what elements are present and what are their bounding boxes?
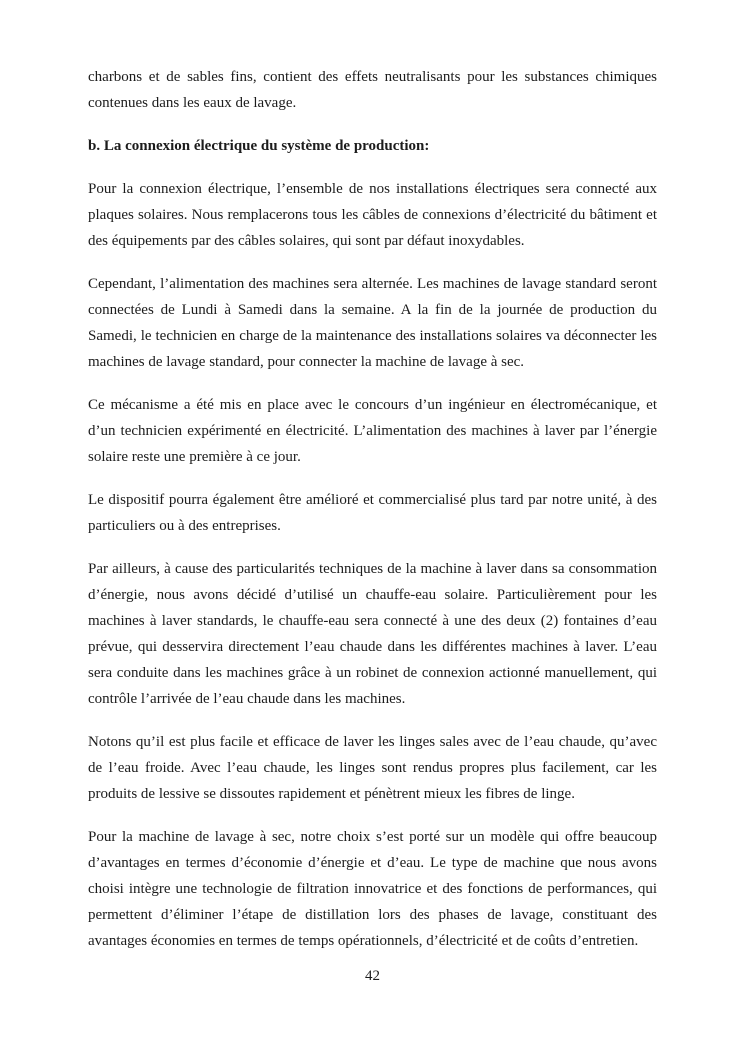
body-paragraph: Pour la machine de lavage à sec, notre choix s’est porté sur un modèle qui offre beaucoup d’avantages en termes d’économie d’énergie et d’eau. Le type de machine que nous avons choisi intègre une technologie de filtration innovatrice et des fonctions de performances, qui permettent d’éliminer l’étape de distillation lors des phases de lavage, constituant des avantages économies en termes de temps opérationnels, d’électricité et de coûts d’entretien. (88, 829, 657, 949)
page-footer (0, 966, 745, 986)
page-number: 42 (365, 968, 380, 984)
body-paragraph: Cependant, l’alimentation des machines sera alternée. Les machines de lavage standard seront connectées de Lundi à Samedi dans la semaine. A la fin de la journée de production du Samedi, le technicien en charge de la maintenance des installations solaires va déconnecter les machines de lavage standard, pour connecter la machine de lavage à sec. (88, 276, 657, 370)
body-paragraph: Le dispositif pourra également être amélioré et commercialisé plus tard par notre unité, à des particuliers ou à des entreprises. (88, 492, 657, 534)
document-body (88, 64, 657, 954)
body-paragraph: Pour la connexion électrique, l’ensemble de nos installations électriques sera connecté aux plaques solaires. Nous remplacerons tous les câbles de connexions d’électricité du bâtiment et des équipements par des câbles solaires, qui sont par défaut inoxydables. (88, 181, 657, 249)
body-paragraph: Ce mécanisme a été mis en place avec le concours d’un ingénieur en électromécanique, et d’un technicien expérimenté en électricité. L’alimentation des machines à laver par l’énergie solaire reste une première à ce jour. (88, 397, 657, 465)
body-paragraph: Par ailleurs, à cause des particularités techniques de la machine à laver dans sa consommation d’énergie, nous avons décidé d’utilisé un chauffe-eau solaire. Particulièrement pour les machines à laver standards, le chauffe-eau sera connecté à une des deux (2) fontaines d’eau prévue, qui desservira directement l’eau chaude dans les différentes machines à laver. L’eau sera conduite dans les machines grâce à un robinet de connexion actionné manuellement, qui contrôle l’arrivée de l’eau chaude dans les machines. (88, 561, 657, 707)
section-heading: b. La connexion électrique du système de production: (88, 138, 430, 154)
body-paragraph: charbons et de sables fins, contient des effets neutralisants pour les substances chimiques contenues dans les eaux de lavage. (88, 69, 657, 111)
body-paragraph: Notons qu’il est plus facile et efficace de laver les linges sales avec de l’eau chaude, qu’avec de l’eau froide. Avec l’eau chaude, les linges sont rendus propres plus facilement, car les produits de lessive se dissoutes rapidement et pénètrent mieux les fibres de linge. (88, 734, 657, 802)
